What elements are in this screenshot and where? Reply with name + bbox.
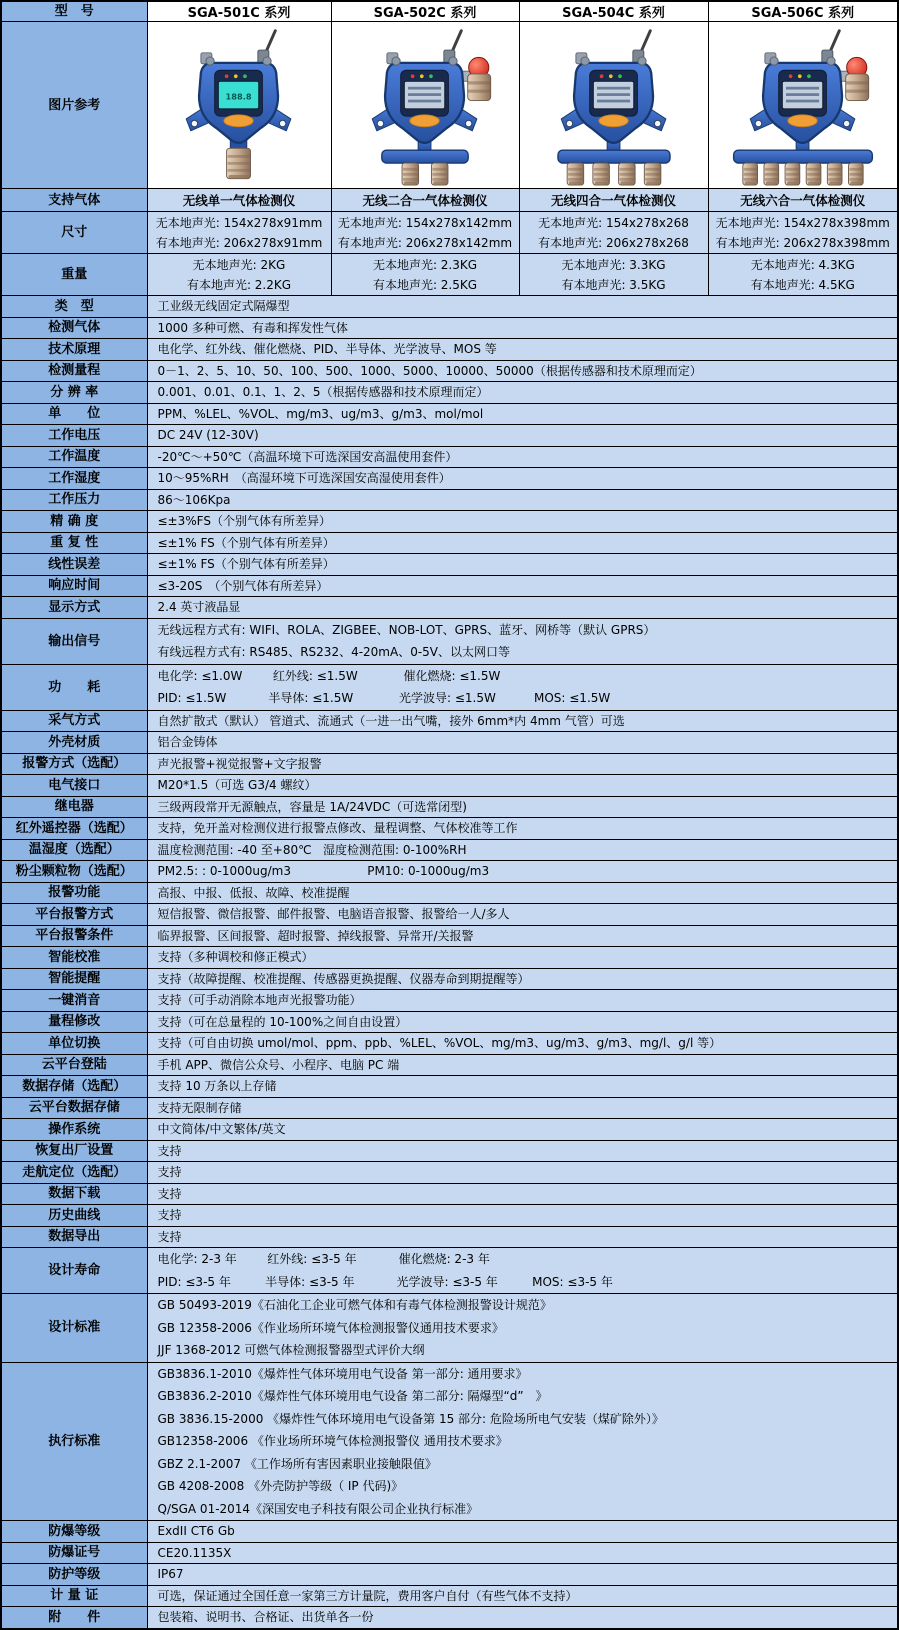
spec-row (1, 882, 898, 904)
sensor-probe (848, 163, 863, 185)
spec-line: ≤3-20S （个别气体有所差异） (157, 578, 329, 593)
row-label: 支持气体 (1, 189, 147, 212)
row-label: 精 确 度 (1, 511, 147, 533)
model-value-cell (331, 254, 519, 296)
row-label: 单 位 (1, 403, 147, 425)
spec-line: 0－1、2、5、10、50、100、500、1000、5000、10000、50000（根据传感器和技术原理而定） (157, 363, 702, 378)
value-line: 有本地声光: 4.5KG (750, 277, 855, 292)
spec-row (1, 753, 898, 775)
spec-value-cell (147, 1011, 898, 1033)
row-label: 线性误差 (1, 554, 147, 576)
spec-value-cell (147, 1564, 898, 1586)
spec-value-cell (147, 796, 898, 818)
spec-line: 支持 (157, 1229, 182, 1244)
row-label: 历史曲线 (1, 1205, 147, 1227)
alarm-light-bar (788, 114, 817, 126)
spec-line: 支持（可在总量程的 10-100%之间自由设置） (157, 1014, 408, 1029)
model-value-cell: 无线六合一气体检测仪 (708, 189, 898, 212)
spec-table-body (1, 1, 898, 1629)
spec-value-cell (147, 732, 898, 754)
row-label: 数据下载 (1, 1183, 147, 1205)
row-label: 恢复出厂设置 (1, 1140, 147, 1162)
sensor-probe (618, 163, 635, 185)
spec-value-cell (147, 753, 898, 775)
sensor-probe (431, 163, 448, 185)
value-line: 有本地声光: 206x278x398mm (715, 235, 890, 250)
spec-value-cell (147, 1226, 898, 1248)
spec-line: 10～95%RH （高湿环境下可选深国安高湿使用套件） (157, 471, 451, 485)
row-label: 单位切换 (1, 1033, 147, 1055)
spec-value-cell (147, 1119, 898, 1141)
spec-line: 0.001、0.01、0.1、1、2、5（根据传感器和技术原理而定） (157, 385, 489, 399)
spec-row (1, 861, 898, 883)
row-label: 一键消音 (1, 990, 147, 1012)
spec-row (1, 1585, 898, 1607)
value-line: 无本地声光: 154x278x91mm (155, 215, 323, 230)
row-label: 量程修改 (1, 1011, 147, 1033)
model-value-cell: 无线四合一气体检测仪 (519, 189, 708, 212)
spec-row (1, 296, 898, 318)
sensor-probe (743, 163, 758, 185)
spec-line: 1000 多种可燃、有毒和挥发性气体 (157, 320, 348, 335)
spec-value-cell (147, 597, 898, 619)
row-label: 工作温度 (1, 446, 147, 468)
value-line: 无本地声光: 154x278x398mm (715, 215, 890, 230)
spec-line: 电化学: ≤1.0W 红外线: ≤1.5W 催化燃烧: ≤1.5W (157, 668, 501, 683)
spec-line: 电化学: 2-3 年 红外线: ≤3-5 年 催化燃烧: 2-3 年 (157, 1252, 490, 1266)
spec-value-cell (147, 710, 898, 732)
model-value-cell (708, 212, 898, 254)
spec-value-cell (147, 818, 898, 840)
spec-value-cell (147, 618, 898, 664)
spec-line: 支持 10 万条以上存储 (157, 1079, 277, 1093)
spec-line: 支持（故障提醒、校准提醒、传感器更换提醒、仪器寿命到期提醒等） (157, 971, 530, 986)
row-label: 设计标准 (1, 1294, 147, 1363)
alarm-light-bar (224, 114, 253, 126)
row-label: 数据存储（选配） (1, 1076, 147, 1098)
model-row-r-size (1, 212, 898, 254)
spec-line: 有线远程方式有: RS485、RS232、4-20mA、0-5V、以太网口等 (157, 645, 511, 659)
spec-value-cell (147, 1097, 898, 1119)
sensor-probe (402, 163, 419, 185)
spec-row (1, 1076, 898, 1098)
spec-row (1, 796, 898, 818)
model-value-cell (147, 254, 331, 296)
value-line: 有本地声光: 2.5KG (372, 277, 478, 292)
row-label: 分 辨 率 (1, 382, 147, 404)
spec-row (1, 382, 898, 404)
row-label: 工作湿度 (1, 468, 147, 490)
spec-value-cell (147, 554, 898, 576)
value-line: 有本地声光: 206x278x91mm (155, 235, 323, 250)
spec-line: 无线远程方式有: WIFI、ROLA、ZIGBEE、NOB-LOT、GPRS、蓝牙、网桥等（默认 GPRS） (157, 622, 656, 637)
row-label: 继电器 (1, 796, 147, 818)
spec-line: 三级两段常开无源触点，容量是 1A/24VDC（可选常闭型) (157, 799, 467, 814)
lcd-screen-reading: 188.8 (225, 91, 252, 102)
spec-row (1, 425, 898, 447)
spec-row (1, 1248, 898, 1294)
row-label: 工作电压 (1, 425, 147, 447)
spec-value-cell (147, 775, 898, 797)
spec-row (1, 775, 898, 797)
row-label: 功 耗 (1, 664, 147, 710)
spec-row (1, 1162, 898, 1184)
row-label: 粉尘颗粒物（选配） (1, 861, 147, 883)
spec-line: PID: ≤1.5W 半导体: ≤1.5W 光学波导: ≤1.5W MOS: ≤1.5W (157, 691, 611, 705)
model-name-3: SGA-504C 系列 (519, 1, 708, 22)
spec-line: M20*1.5（可选 G3/4 螺纹） (157, 778, 317, 792)
spec-line: 中文简体/中文繁体/英文 (157, 1122, 286, 1136)
row-label: 输出信号 (1, 618, 147, 664)
spec-line: 支持 (157, 1165, 182, 1179)
spec-value-cell (147, 1076, 898, 1098)
model-name-4: SGA-506C 系列 (708, 1, 898, 22)
row-label: 检测气体 (1, 317, 147, 339)
spec-row (1, 1362, 898, 1521)
spec-line: 临界报警、区间报警、超时报警、掉线报警、异常开/关报警 (157, 928, 474, 943)
manifold-bar (557, 150, 669, 163)
row-label: 智能提醒 (1, 968, 147, 990)
sensor-probe (806, 163, 821, 185)
spec-line: PPM、%LEL、%VOL、mg/m3、ug/m3、g/m3、mol/mol (157, 406, 484, 421)
spec-line: 支持 (157, 1186, 182, 1201)
spec-line: GB 3836.15-2000 《爆炸性气体环境用电气设备第 15 部分: 危险场所电气安装（煤矿除外）》 (157, 1411, 664, 1426)
spec-line: DC 24V (12-30V) (157, 428, 259, 442)
spec-value-cell (147, 1033, 898, 1055)
spec-line: 支持（可手动消除本地声光报警功能） (157, 993, 362, 1007)
spec-row (1, 818, 898, 840)
spec-line: IP67 (157, 1567, 184, 1581)
sensor-probe (567, 163, 584, 185)
row-label: 智能校准 (1, 947, 147, 969)
row-label: 外壳材质 (1, 732, 147, 754)
spec-line: 短信报警、微信报警、邮件报警、电脑语音报警、报警给一人/多人 (157, 907, 510, 921)
spec-value-cell (147, 511, 898, 533)
row-label: 设计寿命 (1, 1248, 147, 1294)
product-image-cell-3 (519, 22, 708, 189)
spec-row (1, 664, 898, 710)
spec-row (1, 317, 898, 339)
spec-line: 支持 (157, 1143, 182, 1158)
row-label: 技术原理 (1, 339, 147, 361)
spec-value-cell (147, 575, 898, 597)
spec-row (1, 1011, 898, 1033)
models-header-label: 型 号 (1, 1, 147, 22)
spec-value-cell (147, 947, 898, 969)
spec-value-cell (147, 296, 898, 318)
product-image-cell-2 (331, 22, 519, 189)
spec-value-cell (147, 317, 898, 339)
row-label: 操作系统 (1, 1119, 147, 1141)
spec-row (1, 1226, 898, 1248)
spec-line: 支持无限制存储 (157, 1100, 242, 1115)
spec-line: 工业级无线固定式隔爆型 (157, 299, 290, 313)
value-line: 有本地声光: 2.2KG (186, 277, 292, 292)
spec-line: GB3836.1-2010《爆炸性气体环境用电气设备 第一部分: 通用要求》 (157, 1366, 528, 1381)
row-label: 防护等级 (1, 1564, 147, 1586)
spec-row (1, 618, 898, 664)
spec-row (1, 511, 898, 533)
spec-row (1, 710, 898, 732)
spec-value-cell (147, 468, 898, 490)
spec-value-cell (147, 1542, 898, 1564)
spec-row (1, 575, 898, 597)
spec-line: 温度检测范围: -40 至+80℃ 湿度检测范围: 0-100%RH (157, 842, 467, 857)
spec-line: PID: ≤3-5 年 半导体: ≤3-5 年 光学波导: ≤3-5 年 MOS: ≤3-5 年 (157, 1274, 613, 1289)
row-label: 红外遥控器（选配） (1, 818, 147, 840)
row-label: 走航定位（选配） (1, 1162, 147, 1184)
spec-value-cell (147, 1162, 898, 1184)
value-line: 无本地声光: 2.3KG (372, 257, 478, 272)
row-label: 报警功能 (1, 882, 147, 904)
sensor-probe (592, 163, 609, 185)
model-value-cell (331, 212, 519, 254)
row-label: 电气接口 (1, 775, 147, 797)
model-value-cell (519, 212, 708, 254)
spec-value-cell (147, 1294, 898, 1363)
spec-row (1, 1097, 898, 1119)
spec-value-cell (147, 382, 898, 404)
gas-detector-image (526, 28, 702, 186)
spec-row (1, 1521, 898, 1543)
row-label: 重 复 性 (1, 532, 147, 554)
spec-value-cell (147, 1140, 898, 1162)
spec-line: 支持（多种调校和修正模式） (157, 950, 314, 964)
spec-value-cell (147, 839, 898, 861)
spec-line: 支持，免开盖对检测仪进行报警点修改、量程调整、气体校准等工作 (157, 821, 518, 835)
product-image-cell-4 (708, 22, 898, 189)
spec-row (1, 1119, 898, 1141)
spec-row (1, 1054, 898, 1076)
spec-row (1, 968, 898, 990)
spec-row (1, 1033, 898, 1055)
row-label: 检测量程 (1, 360, 147, 382)
sensor-probe (227, 148, 251, 178)
spec-line: 自然扩散式（默认） 管道式、流通式（一进一出气嘴，接外 6mm*内 4mm 气管）可选 (157, 713, 625, 728)
model-row-r-weight (1, 254, 898, 296)
spec-row (1, 990, 898, 1012)
spec-line: GB 50493-2019《石油化工企业可燃气体和有毒气体检测报警设计规范》 (157, 1298, 552, 1312)
value-line: 无本地声光: 3.3KG (561, 257, 666, 272)
spec-value-cell (147, 1205, 898, 1227)
spec-value-cell (147, 360, 898, 382)
row-label: 类 型 (1, 296, 147, 318)
sensor-probe (827, 163, 842, 185)
spec-row (1, 532, 898, 554)
row-label: 重量 (1, 254, 147, 296)
value-line: 有本地声光: 3.5KG (561, 277, 666, 292)
row-label: 温湿度（选配） (1, 839, 147, 861)
spec-value-cell (147, 1607, 898, 1629)
model-value-cell (147, 212, 331, 254)
spec-line: GB12358-2006 《作业场所环境气体检测报警仪 通用技术要求》 (157, 1434, 508, 1448)
spec-row (1, 904, 898, 926)
spec-value-cell (147, 339, 898, 361)
spec-row (1, 1294, 898, 1363)
spec-value-cell (147, 1054, 898, 1076)
gas-detector-image (151, 28, 327, 186)
spec-value-cell (147, 904, 898, 926)
sensor-probe (785, 163, 800, 185)
model-value-cell: 无线单一气体检测仪 (147, 189, 331, 212)
spec-value-cell (147, 425, 898, 447)
spec-line: Q/SGA 01-2014《深国安电子科技有限公司企业执行标准》 (157, 1501, 479, 1516)
spec-line: 电化学、红外线、催化燃烧、PID、半导体、光学波导、MOS 等 (157, 342, 497, 356)
row-label: 报警方式（选配） (1, 753, 147, 775)
spec-value-cell (147, 403, 898, 425)
spec-value-cell (147, 990, 898, 1012)
spec-row (1, 925, 898, 947)
value-line: 有本地声光: 206x278x142mm (337, 235, 513, 250)
row-label: 显示方式 (1, 597, 147, 619)
spec-line: 支持（可自由切换 umol/mol、ppm、ppb、%LEL、%VOL、mg/m3、ug/m3、g/m3、mg/l、g/l 等） (157, 1036, 722, 1050)
spec-line: CE20.1135X (157, 1545, 232, 1560)
spec-value-cell (147, 861, 898, 883)
spec-value-cell (147, 882, 898, 904)
value-line: 有本地声光: 206x278x268 (538, 235, 689, 250)
spec-value-cell (147, 1521, 898, 1543)
row-label: 工作压力 (1, 489, 147, 511)
spec-line: GB 4208-2008 《外壳防护等级（ IP 代码)》 (157, 1479, 404, 1493)
spec-line: JJF 1368-2012 可燃气体检测报警器型式评价大纲 (157, 1343, 425, 1357)
spec-line: ≤±3%FS（个别气体有所差异） (157, 514, 331, 528)
row-label: 执行标准 (1, 1362, 147, 1521)
spec-line: ≤±1% FS（个别气体有所差异） (157, 557, 335, 571)
row-label: 响应时间 (1, 575, 147, 597)
spec-row (1, 1607, 898, 1629)
spec-row (1, 1183, 898, 1205)
spec-row (1, 1564, 898, 1586)
spec-row (1, 360, 898, 382)
product-image-cell-1 (147, 22, 331, 189)
model-value-cell: 无线二合一气体检测仪 (331, 189, 519, 212)
model-name-1: SGA-501C 系列 (147, 1, 331, 22)
spec-value-cell (147, 1585, 898, 1607)
manifold-bar (382, 150, 468, 163)
spec-row (1, 947, 898, 969)
gas-detector-image (337, 28, 513, 186)
spec-value-cell (147, 446, 898, 468)
value-line: 无本地声光: 4.3KG (750, 257, 855, 272)
gas-detector-image (715, 28, 891, 186)
spec-line: ExdII CT6 Gb (157, 1524, 235, 1538)
spec-value-cell (147, 489, 898, 511)
spec-row (1, 468, 898, 490)
alarm-light-bar (598, 114, 627, 126)
spec-row (1, 403, 898, 425)
spec-value-cell (147, 1362, 898, 1521)
spec-line: 手机 APP、微信公众号、小程序、电脑 PC 端 (157, 1057, 400, 1072)
spec-row (1, 1205, 898, 1227)
spec-line: 可选，保证通过全国任意一家第三方计量院，费用客户自付（有些气体不支持） (157, 1588, 578, 1603)
sensor-probe (644, 163, 661, 185)
row-label: 数据导出 (1, 1226, 147, 1248)
value-line: 无本地声光: 154x278x268 (538, 215, 689, 230)
spec-line: 2.4 英寸液晶显 (157, 600, 241, 614)
spec-row (1, 1542, 898, 1564)
spec-line: GBZ 2.1-2007 《工作场所有害因素职业接触限值》 (157, 1456, 437, 1471)
model-row-r-gas (1, 189, 898, 212)
spec-row (1, 732, 898, 754)
spec-value-cell (147, 664, 898, 710)
spec-row (1, 489, 898, 511)
model-header-row (1, 1, 898, 22)
spec-line: 86～106Kpa (157, 492, 231, 507)
row-label: 防爆等级 (1, 1521, 147, 1543)
spec-line: 包装箱、说明书、合格证、出货单各一份 (157, 1610, 374, 1624)
row-label: 尺寸 (1, 212, 147, 254)
row-label: 平台报警条件 (1, 925, 147, 947)
model-value-cell (519, 254, 708, 296)
model-value-cell (708, 254, 898, 296)
spec-line: GB 12358-2006《作业场所环境气体检测报警仪通用技术要求》 (157, 1320, 504, 1335)
spec-row (1, 339, 898, 361)
spec-line: ≤±1% FS（个别气体有所差异） (157, 535, 335, 550)
spec-value-cell (147, 1183, 898, 1205)
alarm-light-bar (410, 114, 439, 126)
row-label: 采气方式 (1, 710, 147, 732)
row-label: 云平台数据存储 (1, 1097, 147, 1119)
row-label: 平台报警方式 (1, 904, 147, 926)
spec-row (1, 1140, 898, 1162)
manifold-bar (733, 150, 872, 163)
spec-line: 声光报警+视觉报警+文字报警 (157, 756, 322, 771)
spec-line: PM2.5: : 0-1000ug/m3 PM10: 0-1000ug/m3 (157, 864, 490, 878)
spec-line: 支持 (157, 1208, 182, 1222)
row-label: 云平台登陆 (1, 1054, 147, 1076)
model-name-2: SGA-502C 系列 (331, 1, 519, 22)
row-label: 附 件 (1, 1607, 147, 1629)
spec-row (1, 446, 898, 468)
row-label: 计 量 证 (1, 1585, 147, 1607)
spec-value-cell (147, 532, 898, 554)
spec-value-cell (147, 1248, 898, 1294)
spec-line: 高报、中报、低报、故障、校准提醒 (157, 885, 350, 900)
spec-row (1, 839, 898, 861)
spec-line: GB3836.2-2010《爆炸性气体环境用电气设备 第二部分: 隔爆型“d” 》 (157, 1389, 548, 1403)
spec-row (1, 554, 898, 576)
spec-row (1, 597, 898, 619)
sensor-probe (764, 163, 779, 185)
row-label: 防爆证号 (1, 1542, 147, 1564)
spec-value-cell (147, 968, 898, 990)
spec-line: -20℃～+50℃（高温环境下可选深国安高温使用套件） (157, 449, 458, 464)
spec-value-cell (147, 925, 898, 947)
value-line: 无本地声光: 154x278x142mm (337, 215, 513, 230)
image-reference-row (1, 22, 898, 189)
value-line: 无本地声光: 2KG (192, 257, 286, 272)
image-row-label: 图片参考 (1, 22, 147, 189)
spec-line: 铝合金铸体 (157, 735, 218, 749)
